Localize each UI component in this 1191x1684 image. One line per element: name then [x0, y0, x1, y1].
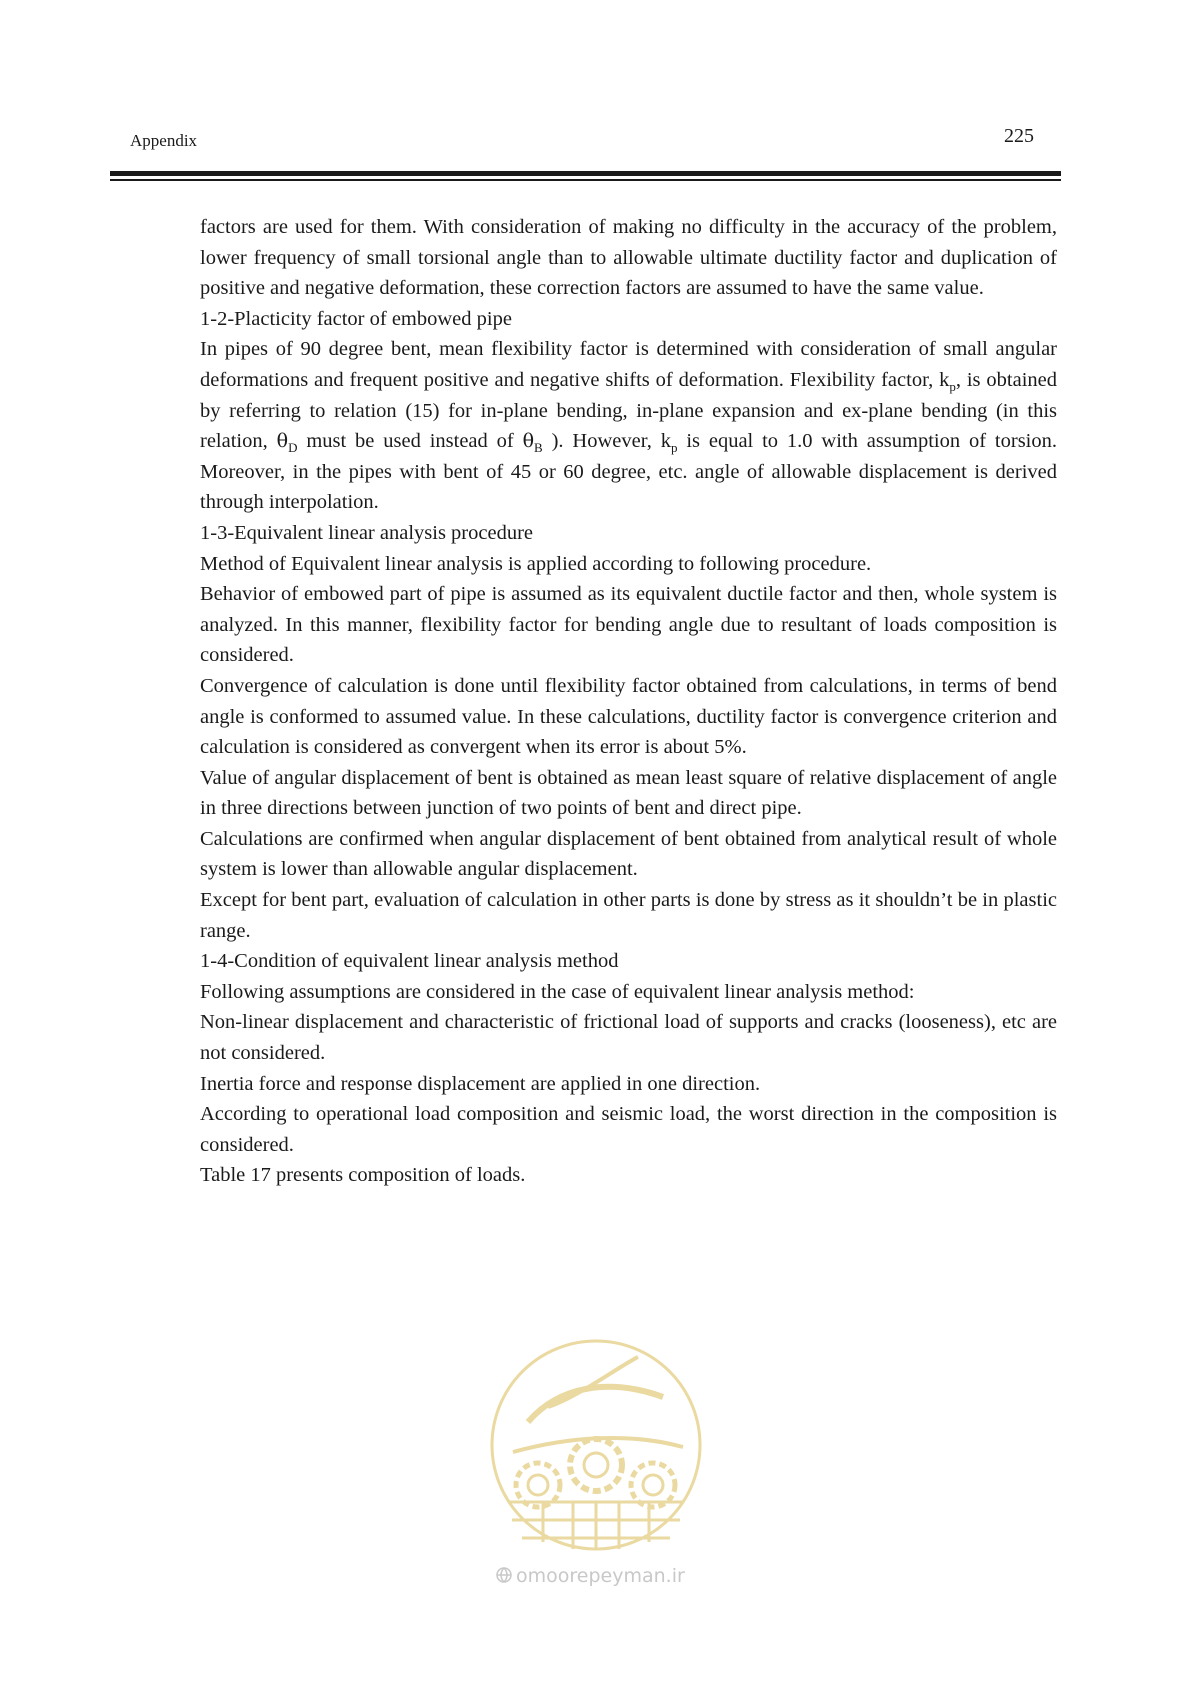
theta-symbol: θ — [276, 430, 289, 453]
paragraph: Calculations are confirmed when angular displacement of bent obtained from analytical result of whole system is lower than allowable angular displacement. — [200, 827, 1057, 881]
section-heading: 1-2-Placticity factor of embowed pipe — [200, 307, 512, 330]
paragraph: Inertia force and response displacement are applied in one direction. — [200, 1072, 761, 1095]
paragraph: In pipes of 90 degree bent, mean flexibility factor is determined with consideration of small angular deformations and frequent positive and negative shifts of deformation. Flexibility factor, $k_p$, is obtained by referring to relation (15) for in-plane bending, in-plane expansion and ex-plane bending (in this relation, $\theta_D$ must be used instead of $\theta_B$ ). However, $k_p$ is equal to 1.0 with assumption of torsion. Moreover, in the pipes with bent of 45 or 60 degree, etc. angle of allowable displacement is derived through interpolation. — [200, 338, 1058, 514]
paragraph: According to operational load composition and seismic load, the worst direction in the composition is considered. — [200, 1103, 1057, 1156]
paragraph: Value of angular displacement of bent is obtained as mean least square of relative displacement of angle in three directions between junction of two points of bent and direct pipe. — [200, 766, 1057, 820]
theta-symbol: θ — [522, 430, 535, 453]
watermark-logo — [488, 1337, 704, 1587]
header-rule-thick — [110, 171, 1061, 176]
watermark-site-text: omoorepeyman.ir — [516, 1565, 685, 1587]
section-heading: 1-4-Condition of equivalent linear analysis method — [200, 950, 619, 973]
running-header-section: Appendix — [130, 131, 198, 150]
subscript: p — [670, 440, 678, 456]
paragraph: Behavior of embowed part of pipe is assumed as its equivalent ductile factor and then, whole system is analyzed. In this manner, flexibility factor for bending angle due to resultant of loads composition is considered. — [200, 583, 1057, 667]
subscript: p — [949, 379, 956, 395]
paragraph: factors are used for them. With consideration of making no difficulty in the accuracy of the problem, lower frequency of small torsional angle than to allowable ultimate ductility factor and duplication of positive and negative deformation, these correction factors are assumed to have the same value. — [200, 216, 1057, 300]
paragraph: Convergence of calculation is done until flexibility factor obtained from calculations, in terms of bend angle is conformed to assumed value. In these calculations, ductility factor is convergence criterion and calculation is considered as convergent when its error is about 5%. — [200, 674, 1057, 759]
paragraph: Method of Equivalent linear analysis is applied according to following procedure. — [200, 552, 872, 575]
paragraph: Except for bent part, evaluation of calculation in other parts is done by stress as it shouldn’t be in plastic range. — [200, 889, 1057, 942]
page-body — [200, 212, 1057, 1191]
section-heading: 1-3-Equivalent linear analysis procedure — [200, 521, 533, 544]
globe-icon — [497, 1568, 511, 1582]
paragraph: Table 17 presents composition of loads. — [200, 1164, 526, 1187]
subscript: B — [534, 440, 543, 456]
paragraph: Following assumptions are considered in the case of equivalent linear analysis method: — [200, 980, 915, 1003]
header-rule-thin — [110, 179, 1061, 181]
subscript: D — [288, 440, 298, 456]
page-number: 225 — [1004, 125, 1034, 147]
paragraph: Non-linear displacement and characteristic of frictional load of supports and cracks (looseness), etc are not considered. — [200, 1011, 1057, 1065]
